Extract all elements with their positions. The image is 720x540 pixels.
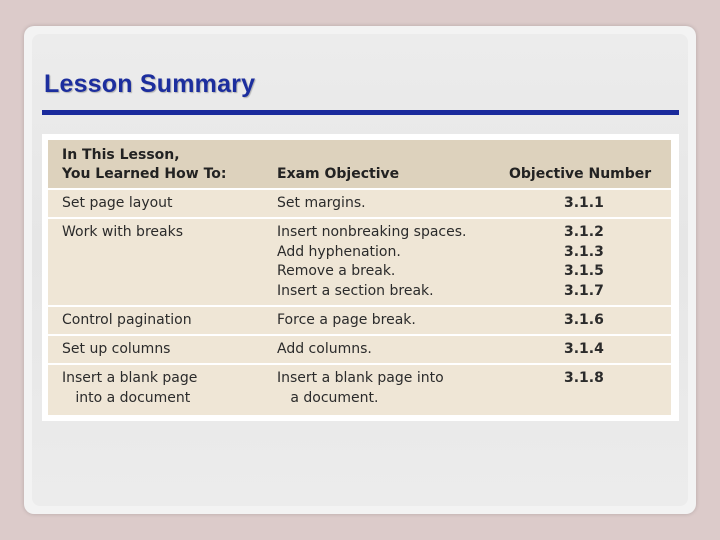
- row-number: 3.1.6: [564, 312, 604, 328]
- row-objective: Insert a blank page into a document.: [277, 370, 444, 406]
- row-objective: Set margins.: [277, 195, 366, 211]
- row-objective: Force a page break.: [277, 312, 416, 328]
- header-skill-line1: In This Lesson,: [62, 147, 180, 163]
- row-objective: Add columns.: [277, 341, 372, 357]
- table-row: [48, 365, 671, 415]
- summary-table-body: [48, 140, 671, 415]
- slide-title: Lesson Summary: [44, 70, 256, 98]
- row-number: 3.1.2 3.1.3 3.1.5 3.1.7: [564, 224, 604, 299]
- row-skill: Set page layout: [62, 195, 173, 211]
- table-row: [48, 219, 671, 307]
- header-objective-number: Objective Number: [509, 166, 652, 182]
- row-number: 3.1.8: [564, 370, 604, 386]
- table-row: [48, 190, 671, 219]
- summary-table: [42, 134, 679, 421]
- table-row: [48, 307, 671, 336]
- row-skill: Work with breaks: [62, 224, 183, 240]
- row-skill: Control pagination: [62, 312, 192, 328]
- row-number: 3.1.1: [564, 195, 604, 211]
- table-row: [48, 336, 671, 365]
- row-number: 3.1.4: [564, 341, 604, 357]
- header-skill-line2: You Learned How To:: [62, 166, 227, 182]
- title-underline-rule: [42, 110, 679, 115]
- row-skill: Set up columns: [62, 341, 171, 357]
- header-exam-objective: Exam Objective: [277, 166, 400, 182]
- row-objective: Insert nonbreaking spaces. Add hyphenation. Remove a break. Insert a section break.: [277, 224, 467, 299]
- row-skill: Insert a blank page into a document: [62, 370, 198, 406]
- table-header-row: [48, 140, 671, 190]
